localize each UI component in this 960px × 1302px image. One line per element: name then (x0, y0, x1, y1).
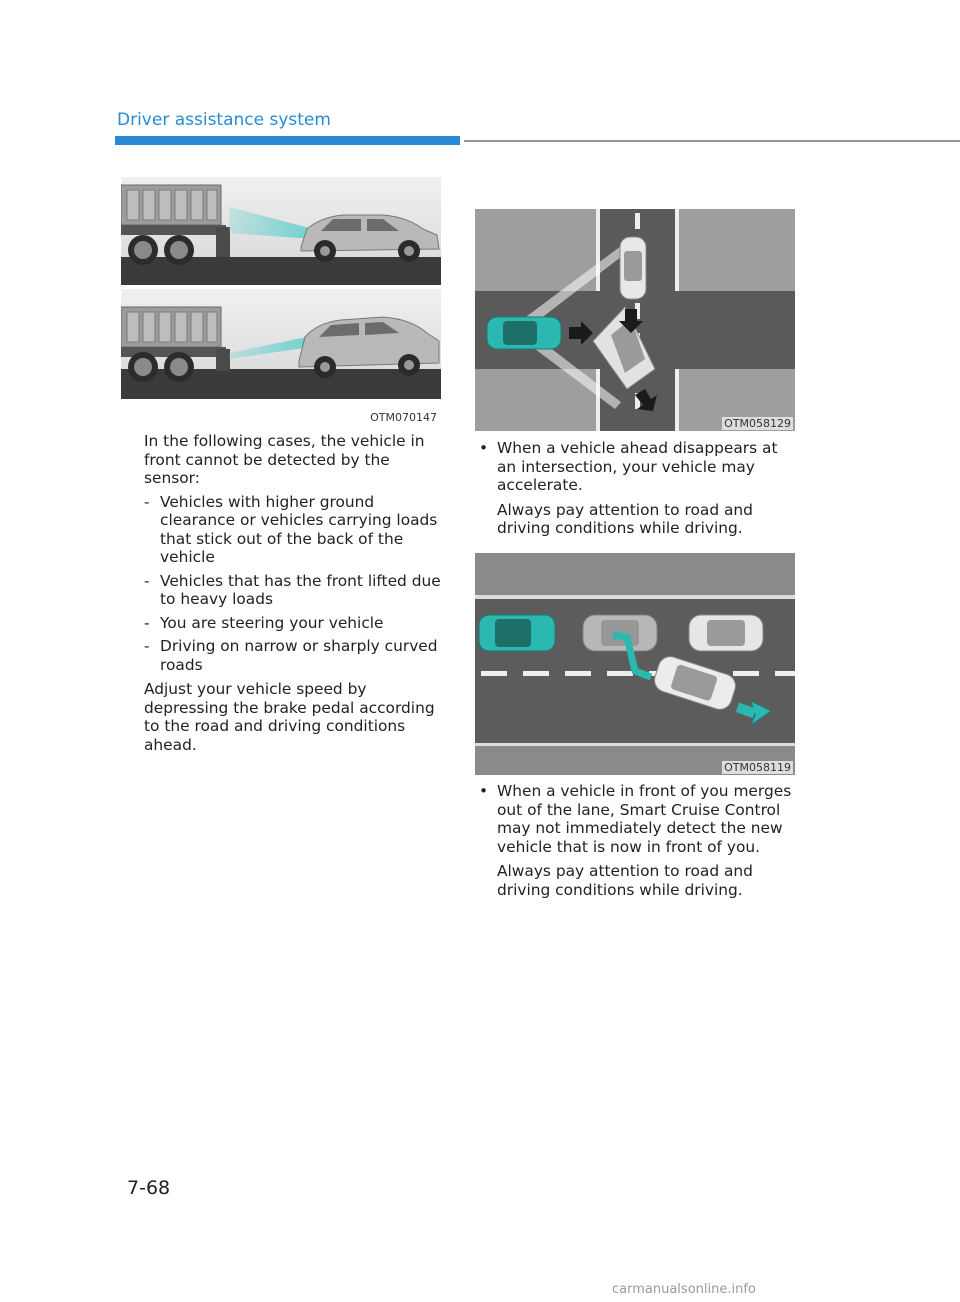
list-item-text: Driving on narrow or sharply curved roads (160, 637, 438, 674)
dash-marker: - (144, 637, 150, 655)
section-title: Driver assistance system (117, 110, 331, 130)
left-column-text (144, 432, 444, 754)
figure-intersection-illustration (475, 209, 795, 431)
watermark-link[interactable]: carmanualsonline.info (612, 1282, 756, 1297)
bullet-note: Always pay attention to road and driving conditions while driving. (497, 500, 753, 537)
list-item (144, 614, 444, 633)
list-item-text: Vehicles that has the front lifted due to heavy loads (160, 571, 441, 608)
panel-high-clearance (121, 177, 441, 285)
truck-illustration-svg (121, 177, 441, 426)
bullet-text: When a vehicle in front of you merges out of the lane, Smart Cruise Control may not immediately detect the new vehicle that is now in front of you. (497, 782, 792, 856)
closing-paragraph: Adjust your vehicle speed by depressing the brake pedal according to the road and driving conditions ahead. (144, 680, 435, 754)
bullet-note: Always pay attention to road and driving conditions while driving. (497, 862, 753, 899)
header-rule-accent (115, 136, 460, 145)
panel-front-lifted (121, 289, 441, 399)
page-number: 7-68 (127, 1177, 171, 1199)
figure-truck-illustration (121, 177, 441, 426)
dash-marker: - (144, 492, 150, 511)
list-item (144, 637, 444, 674)
figure-code: OTM058119 (724, 761, 791, 774)
bullet-marker: • (479, 782, 489, 800)
header-rule (464, 140, 960, 142)
figure-code: OTM058129 (724, 417, 791, 430)
bullet-marker: • (479, 439, 489, 457)
bullet-item (475, 439, 795, 495)
bullet-text: When a vehicle ahead disappears at an intersection, your vehicle may accelerate. (497, 439, 778, 494)
figure-code: OTM070147 (370, 411, 437, 424)
intro-paragraph: In the following cases, the vehicle in front cannot be detected by the sensor: (144, 432, 425, 487)
list-item (144, 493, 444, 567)
intersection-illustration-svg (475, 209, 795, 431)
list-item-text: You are steering your vehicle (160, 613, 384, 632)
figure-lane-change-illustration (475, 553, 795, 775)
dash-marker: - (144, 613, 150, 632)
bullet-item (475, 782, 795, 856)
list-item-text: Vehicles with higher ground clearance or vehicles carrying loads that stick out of the back of the vehicle (160, 492, 438, 566)
right-column-text-1 (475, 439, 795, 538)
right-column-text-2 (475, 782, 795, 899)
list-item (144, 572, 444, 609)
lane-change-illustration-svg (475, 553, 795, 775)
dash-marker: - (144, 571, 150, 590)
